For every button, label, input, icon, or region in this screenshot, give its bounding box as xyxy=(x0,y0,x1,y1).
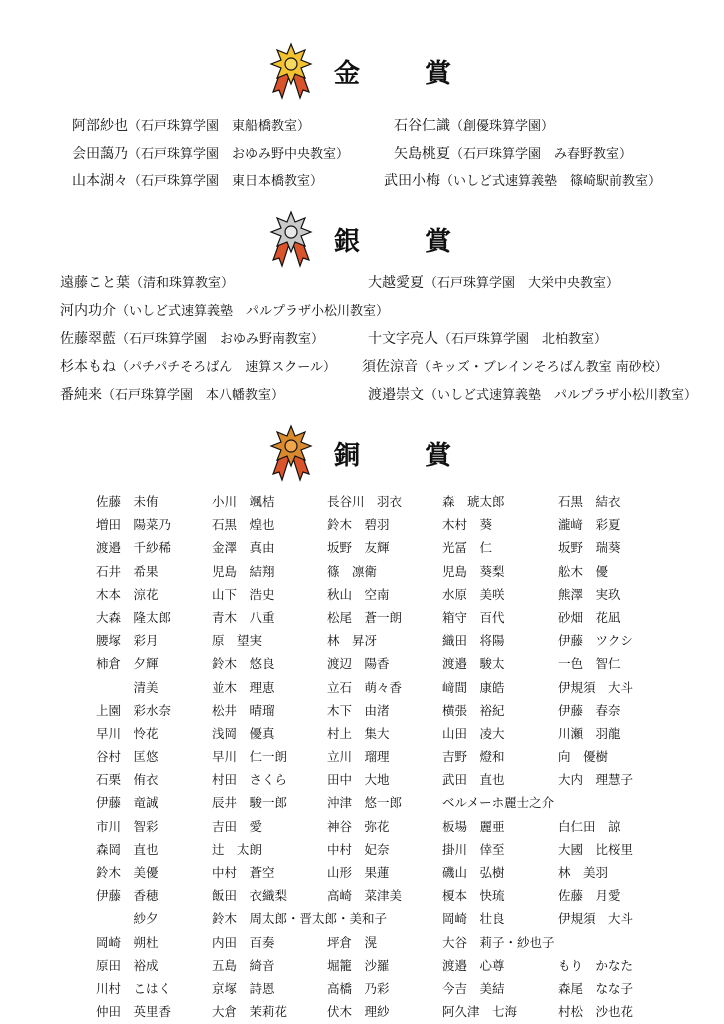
winner-entry xyxy=(72,172,323,191)
bronze-winner-name: 渡邉 心尊 xyxy=(442,957,505,973)
bronze-winner-name: 坂野 瑞葵 xyxy=(558,540,621,556)
winner-school: （石戸珠算学園 東日本橋教室） xyxy=(128,174,324,189)
bronze-winner-name: 並木 理恵 xyxy=(212,679,275,695)
silver-award-heading xyxy=(268,208,479,270)
bronze-column-3 xyxy=(327,490,447,1023)
bronze-winner-name xyxy=(558,931,678,954)
bronze-winner-name: 内田 百奏 xyxy=(212,934,275,950)
bronze-winner-name: 京塚 詩恩 xyxy=(212,980,275,996)
bronze-winner-name: 金澤 真由 xyxy=(212,540,275,556)
bronze-winner-name: 田中 大地 xyxy=(327,772,390,788)
bronze-winner-name: 中村 蒼空 xyxy=(212,865,275,880)
bronze-winner-name: 瀧﨑 彩夏 xyxy=(558,517,621,533)
winner-entry xyxy=(60,302,389,321)
bronze-winner-name: 立石 萌々香 xyxy=(327,679,403,695)
bronze-winner-name: 大國 比桜里 xyxy=(558,841,634,857)
bronze-winner-name: 神谷 弥花 xyxy=(327,818,390,834)
bronze-winner-name: 原 望実 xyxy=(212,633,263,649)
bronze-winner-name: 川村 こはく xyxy=(96,980,172,996)
bronze-winner-name: 児島 結翔 xyxy=(212,563,275,579)
bronze-winner-name: 岡崎 壮良 xyxy=(442,911,505,927)
bronze-winner-name: 掛川 倖至 xyxy=(442,841,505,857)
bronze-winner-name: 大倉 茉莉花 xyxy=(212,1004,288,1020)
bronze-winner-name: 腰塚 彩月 xyxy=(96,633,159,649)
bronze-winner-name: 佐藤 月愛 xyxy=(558,888,621,904)
bronze-winner-name: 高橋 乃彩 xyxy=(327,980,390,996)
winner-name: 矢島桃夏 xyxy=(394,146,450,162)
winner-name: 十文字亮人 xyxy=(368,331,438,347)
winner-school: （石戸珠算学園 おゆみ野南教室） xyxy=(116,332,325,347)
winner-name: 佐藤翠藍 xyxy=(60,331,116,347)
winner-school: （石戸珠算学園 北柏教室） xyxy=(438,332,608,347)
winner-name: 武田小梅 xyxy=(384,173,440,189)
winner-school: （いしど式速算義塾 篠崎駅前教室） xyxy=(440,174,662,189)
bronze-winner-name: 石栗 侑衣 xyxy=(96,772,159,788)
bronze-winner-name: 紗夕 xyxy=(96,911,159,927)
bronze-winner-name: 鈴木 悠良 xyxy=(212,656,275,672)
winner-entry xyxy=(60,330,324,349)
bronze-winner-name: 吉野 燈和 xyxy=(442,749,505,765)
winner-name: 会田藹乃 xyxy=(72,146,128,162)
bronze-winner-name: 阿久津 七海 xyxy=(442,1004,518,1020)
winner-entry xyxy=(362,358,668,377)
bronze-winner-name: 清美 xyxy=(96,679,159,695)
winner-entry xyxy=(368,330,607,349)
winner-school: （石戸珠算学園 東船橋教室） xyxy=(128,119,311,134)
bronze-winner-name: 辰井 駿一郎 xyxy=(212,795,288,811)
bronze-winner-name: 早川 怜花 xyxy=(96,725,159,741)
winner-school: （石戸珠算学園 本八幡教室） xyxy=(102,388,285,403)
bronze-winner-name: 沖津 悠一郎 xyxy=(327,795,403,811)
bronze-column-4 xyxy=(442,490,560,1023)
bronze-winner-name: 石井 希果 xyxy=(96,563,159,579)
winner-entry xyxy=(60,358,336,377)
bronze-award-title: 銅 賞 xyxy=(334,440,480,471)
winner-name: 遠藤こと葉 xyxy=(60,275,130,291)
bronze-winner-name: 谷村 匡悠 xyxy=(96,749,159,765)
bronze-winner-name: 長谷川 羽衣 xyxy=(327,494,403,509)
bronze-winner-name: ベルメーホ麗士之介 xyxy=(442,795,555,811)
bronze-winner-name: 舩木 優 xyxy=(558,563,609,579)
winner-name: 渡邉崇文 xyxy=(368,387,424,403)
bronze-winner-name: 森 琥太郎 xyxy=(442,494,505,509)
bronze-winner-name: 坪倉 滉 xyxy=(327,934,378,950)
bronze-winner-name: 横張 裕紀 xyxy=(442,702,505,718)
bronze-column-5 xyxy=(558,490,678,1023)
bronze-winner-name: 鈴木 美優 xyxy=(96,865,159,880)
bronze-winner-name: 鈴木 碧羽 xyxy=(327,517,390,533)
bronze-winner-name: 大内 理慧子 xyxy=(558,772,634,788)
winner-name: 番純来 xyxy=(60,387,102,403)
bronze-winner-name: 熊澤 実玖 xyxy=(558,586,621,602)
bronze-winner-name: 山田 凌大 xyxy=(442,725,505,741)
winner-school: （石戸珠算学園 おゆみ野中央教室） xyxy=(128,147,350,162)
silver-rosette-icon xyxy=(268,208,314,270)
gold-rosette-icon xyxy=(268,40,314,102)
bronze-winner-name: 小川 颯桔 xyxy=(212,494,275,509)
bronze-column-1 xyxy=(96,490,214,1023)
winner-school: （キッズ・ブレインそろばん教室 南砂校） xyxy=(418,360,668,375)
winner-entry xyxy=(60,274,234,293)
bronze-winner-name: 大森 隆太郎 xyxy=(96,609,172,625)
winner-name: 山本湖々 xyxy=(72,173,128,189)
bronze-winner-name: 伊藤 春奈 xyxy=(558,702,621,718)
winner-entry xyxy=(72,145,349,164)
bronze-winner-name: 堀籠 沙羅 xyxy=(327,957,390,973)
bronze-winner-name: 榎本 快琉 xyxy=(442,888,505,904)
bronze-winner-name: 武田 直也 xyxy=(442,772,505,788)
bronze-winner-name: 五島 綺音 xyxy=(212,957,275,973)
bronze-winner-name: 村松 沙也花 xyxy=(558,1004,634,1020)
bronze-winner-name: 辻 太朗 xyxy=(212,841,263,857)
bronze-winner-name: 渡邉 千紗稀 xyxy=(96,540,172,556)
bronze-winner-name: 伊藤 ツクシ xyxy=(558,633,633,649)
bronze-winner-name: 市川 智彩 xyxy=(96,818,159,834)
winner-entry xyxy=(72,117,310,136)
bronze-winner-name: 磯山 弘樹 xyxy=(442,865,505,880)
bronze-winner-name: 﨑間 康皓 xyxy=(442,679,505,695)
winner-entry xyxy=(60,386,284,405)
bronze-winner-name: 一色 智仁 xyxy=(558,656,621,672)
bronze-winner-name: もり かなた xyxy=(558,957,634,973)
bronze-winner-name: 坂野 友輝 xyxy=(327,540,390,556)
bronze-winner-name: 佐藤 未侑 xyxy=(96,494,159,509)
bronze-winner-name: 向 優樹 xyxy=(558,749,609,765)
bronze-rosette-icon xyxy=(268,422,314,484)
winner-school: （石戸珠算学園 大栄中央教室） xyxy=(424,276,620,291)
bronze-winner-name: 伊規須 大斗 xyxy=(558,911,634,927)
winner-school: （清和珠算教室） xyxy=(130,276,235,291)
bronze-winner-name: 松尾 蒼一朗 xyxy=(327,609,403,625)
bronze-winner-name: 白仁田 諒 xyxy=(558,818,621,834)
bronze-winner-name xyxy=(327,907,447,930)
bronze-winner-name: 伊藤 香穂 xyxy=(96,888,159,904)
winner-entry xyxy=(394,117,554,136)
bronze-winner-name: 伊規須 大斗 xyxy=(558,679,634,695)
bronze-winner-name: 森尾 なな子 xyxy=(558,980,634,996)
bronze-winner-name: 伊藤 竜誠 xyxy=(96,795,159,811)
winner-entry xyxy=(368,386,697,405)
silver-award-title: 銀 賞 xyxy=(334,226,480,257)
bronze-winner-name: 山下 浩史 xyxy=(212,586,275,602)
bronze-winner-name: 石黒 結衣 xyxy=(558,494,621,509)
bronze-winner-name: 児島 葵梨 xyxy=(442,563,505,579)
bronze-winner-name: 大谷 莉子・紗也子 xyxy=(442,934,555,950)
bronze-winner-name: 仲田 英里香 xyxy=(96,1004,172,1020)
bronze-winner-name: 原田 裕成 xyxy=(96,957,159,973)
winner-entry xyxy=(368,274,619,293)
winner-name: 河内功介 xyxy=(60,303,116,319)
bronze-winner-name: 松井 晴瑠 xyxy=(212,702,275,718)
winner-name: 杉本もね xyxy=(60,359,116,375)
bronze-award-heading xyxy=(268,422,479,484)
bronze-winner-name: 岡崎 朔杜 xyxy=(96,934,159,950)
winner-name: 須佐涼音 xyxy=(362,359,418,375)
bronze-winner-name: 森岡 直也 xyxy=(96,841,159,857)
bronze-winner-name: 砂畑 花凪 xyxy=(558,609,621,625)
bronze-winner-name: 柿倉 夕輝 xyxy=(96,656,159,672)
winner-school: （創優珠算学園） xyxy=(450,119,555,134)
bronze-winner-name: 鈴木 周太郎・晋太郎・美和子 xyxy=(212,911,388,927)
bronze-winner-name: 林 美羽 xyxy=(558,865,609,880)
winner-entry xyxy=(394,145,632,164)
winner-name: 石谷仁識 xyxy=(394,118,450,134)
bronze-winner-name: 村上 集大 xyxy=(327,725,390,741)
bronze-winner-name: 上園 彩水奈 xyxy=(96,702,172,718)
bronze-winner-name: 篠 凛衛 xyxy=(327,563,378,579)
bronze-winner-name: 早川 仁一朗 xyxy=(212,749,288,765)
bronze-winner-name: 青木 八重 xyxy=(212,609,275,625)
bronze-winner-name: 山形 果蓮 xyxy=(327,865,390,880)
bronze-winner-name: 秋山 空南 xyxy=(327,586,390,602)
winner-school: （石戸珠算学園 み春野教室） xyxy=(450,147,633,162)
bronze-winner-name xyxy=(558,791,678,814)
bronze-winner-name: 今吉 美結 xyxy=(442,980,505,996)
bronze-winner-name: 板場 麗亜 xyxy=(442,818,505,834)
bronze-winner-name: 光冨 仁 xyxy=(442,540,493,556)
bronze-winner-name: 織田 将陽 xyxy=(442,633,505,649)
bronze-winner-name: 増田 陽菜乃 xyxy=(96,517,172,533)
bronze-winner-name: 水原 美咲 xyxy=(442,586,505,602)
winner-entry xyxy=(384,172,661,191)
winner-name: 阿部紗也 xyxy=(72,118,128,134)
bronze-winner-name: 伏木 理紗 xyxy=(327,1004,390,1020)
winner-school: （パチパチそろばん 速算スクール） xyxy=(116,360,336,375)
bronze-winner-name: 木下 由渚 xyxy=(327,702,390,718)
bronze-winner-name: 立川 瑠理 xyxy=(327,749,390,765)
bronze-winner-name: 箱守 百代 xyxy=(442,609,505,625)
bronze-winner-name: 石黒 煌也 xyxy=(212,517,275,533)
bronze-winner-name: 飯田 衣織梨 xyxy=(212,888,288,904)
bronze-winner-name: 川瀬 羽龍 xyxy=(558,725,621,741)
bronze-winner-name: 林 昇冴 xyxy=(327,633,378,649)
winner-name: 大越愛夏 xyxy=(368,275,424,291)
winner-school: （いしど式速算義塾 パルプラザ小松川教室） xyxy=(424,388,698,403)
gold-award-title: 金 賞 xyxy=(334,58,480,89)
bronze-winner-name: 高崎 菜津美 xyxy=(327,888,403,904)
bronze-winner-name: 中村 妃奈 xyxy=(327,841,390,857)
bronze-winner-name: 村田 さくら xyxy=(212,772,288,788)
bronze-winner-name: 渡辺 陽香 xyxy=(327,656,390,672)
bronze-winner-name: 木村 葵 xyxy=(442,517,493,533)
bronze-winner-name: 吉田 愛 xyxy=(212,818,263,834)
gold-award-heading xyxy=(268,40,479,102)
bronze-winner-name: 浅岡 優真 xyxy=(212,725,275,741)
bronze-winner-name: 木本 涼花 xyxy=(96,586,159,602)
bronze-winner-name: 渡邉 駿太 xyxy=(442,656,505,672)
winner-school: （いしど式速算義塾 パルプラザ小松川教室） xyxy=(116,304,390,319)
